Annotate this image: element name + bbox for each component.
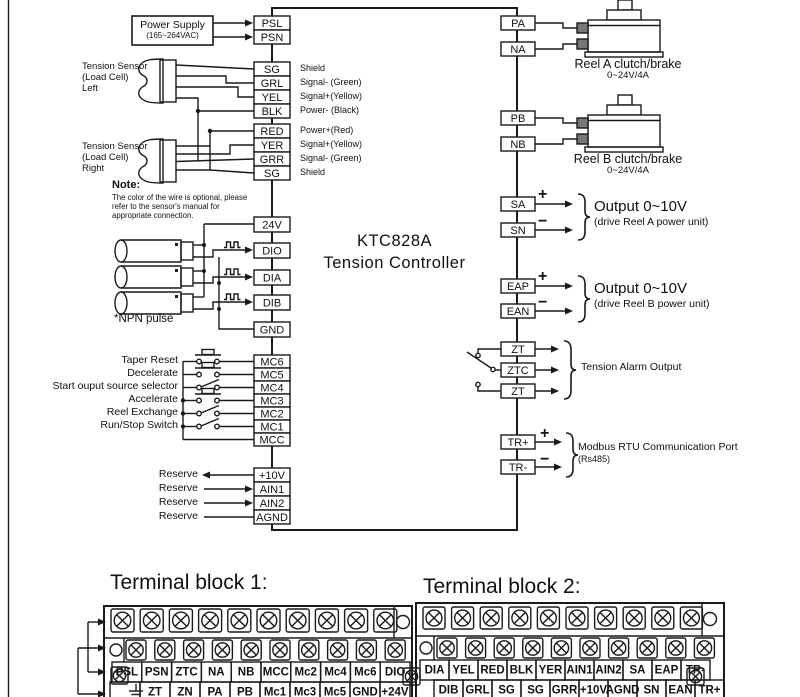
left-terminal-MC2 (254, 407, 290, 420)
left-terminal-DIB (254, 295, 290, 310)
screw-terminal[interactable] (437, 638, 457, 658)
tb1-bottom-cell-GND (350, 682, 380, 697)
reel-b-rating: 0~24V/4A (607, 165, 649, 176)
screw-terminal[interactable] (212, 640, 232, 660)
switch-symbol-0[interactable] (183, 350, 254, 364)
output-a-minus-sign: − (538, 213, 548, 230)
switch-label-start-output: Start ouput source selector (52, 380, 178, 392)
terminal-block-1-labels (110, 662, 410, 697)
controller-name: Tension Controller (323, 254, 466, 272)
reserve-label-1: Reserve (158, 468, 198, 480)
left-terminal-RED (254, 124, 290, 138)
screw-terminal[interactable] (423, 607, 445, 629)
switch-label-run-stop: Run/Stop Switch (100, 419, 178, 431)
note-line-1: The color of the wire is optional, please (112, 193, 248, 202)
switch-label-reel-exchange: Reel Exchange (106, 406, 178, 418)
screw-terminal[interactable] (345, 609, 368, 632)
svg-text:EAN: EAN (668, 684, 693, 697)
svg-text:TR+: TR+ (507, 436, 529, 449)
svg-text:SG: SG (527, 684, 544, 697)
reserve-label-4: Reserve (158, 510, 198, 522)
wire-label-shield-1: Shield (300, 63, 326, 73)
sensor-right-label-2: (Load Cell) (82, 152, 129, 163)
tb2-top-cell-BLK (507, 660, 536, 680)
svg-text:YEL: YEL (261, 91, 283, 104)
controller-model: KTC828A (356, 232, 433, 250)
screw-terminal[interactable] (155, 640, 175, 660)
left-terminal-SG (254, 62, 290, 76)
svg-text:PSL: PSL (115, 666, 139, 679)
screw-terminal[interactable] (623, 607, 645, 629)
tb1-top-cell-Mc4 (321, 662, 351, 682)
screw-terminal[interactable] (286, 609, 309, 632)
svg-text:Mc3: Mc3 (293, 686, 317, 697)
reserve-label-3: Reserve (158, 496, 198, 508)
right-terminal-PA (501, 16, 535, 30)
switch-symbol-3[interactable] (183, 389, 254, 403)
output-b-minus-sign: − (538, 294, 548, 311)
wire-label-power-plus: Power+(Red) (300, 125, 354, 135)
svg-text:PSN: PSN (144, 666, 169, 679)
tb2-top-cell-DIA (420, 660, 449, 680)
right-terminal-SA (501, 197, 535, 211)
tb1-top-cell-Mc6 (350, 662, 380, 682)
screw-terminal[interactable] (228, 609, 251, 632)
right-terminal-EAN (501, 304, 535, 318)
screw-terminal[interactable] (257, 609, 280, 632)
alarm-output-label: Tension Alarm Output (581, 361, 682, 373)
screw-terminal[interactable] (356, 640, 376, 660)
svg-text:Mc6: Mc6 (354, 666, 377, 679)
svg-text:RED: RED (480, 664, 505, 677)
svg-text:+10V: +10V (579, 684, 608, 697)
tb1-top-cell-MCC (261, 662, 291, 682)
output-a-title: Output 0~10V (594, 198, 687, 215)
sensor-left-label-1: Tension Sensor (82, 61, 148, 72)
earth-ground-icon (129, 684, 143, 697)
left-terminal-24V (254, 217, 290, 232)
wire-label-signal-plus-2: Signal+(Yellow) (300, 139, 362, 149)
screw-terminal[interactable] (551, 638, 571, 658)
svg-text:SN: SN (510, 224, 526, 237)
svg-text:SA: SA (629, 664, 646, 677)
tb2-bottom-cell-AGND (606, 680, 640, 697)
pulse-roller-3 (115, 292, 193, 314)
right-terminal-ZT (501, 342, 535, 356)
tb1-top-cell-ZTC (172, 662, 202, 682)
right-terminal-TR- (501, 460, 535, 474)
tb2-top-cell-EAP (652, 660, 681, 680)
reserve-label-2: Reserve (158, 482, 198, 494)
svg-text:AGND: AGND (605, 684, 640, 697)
switch-label-accelerate: Accelerate (128, 393, 178, 405)
svg-text:NA: NA (207, 666, 225, 679)
wire-label-signal-plus-1: Signal+(Yellow) (300, 91, 362, 101)
svg-text:MC5: MC5 (260, 369, 284, 382)
wire-label-shield-2: Shield (300, 167, 326, 177)
tb2-bottom-cell-TR+ (695, 680, 724, 697)
screw-terminal[interactable] (595, 607, 617, 629)
screw-terminal[interactable] (652, 607, 674, 629)
reel-a-rating: 0~24V/4A (607, 70, 649, 81)
svg-text:MCC: MCC (259, 434, 285, 447)
svg-text:EAN: EAN (506, 305, 530, 318)
svg-text:AIN1: AIN1 (566, 664, 593, 677)
modbus-plus-sign: + (540, 425, 550, 442)
left-terminal-AIN2 (254, 496, 290, 510)
left-terminal-MC3 (254, 394, 290, 407)
pulse-roller-1 (115, 240, 193, 262)
svg-text:EAP: EAP (506, 280, 530, 293)
tb1-top-cell-Mc2 (291, 662, 321, 682)
svg-text:TR-: TR- (508, 461, 528, 474)
switch-symbol-5[interactable] (183, 419, 254, 429)
note-title: Note: (112, 179, 141, 191)
svg-text:ZN: ZN (177, 686, 193, 697)
tb1-bottom-cell-Mc1 (260, 682, 290, 697)
screw-terminal[interactable] (694, 638, 714, 658)
svg-text:MCC: MCC (262, 666, 290, 679)
svg-text:Mc5: Mc5 (323, 686, 347, 697)
sensor-right-label-3: Right (82, 163, 105, 174)
sensor-left-label-3: Left (82, 83, 98, 94)
svg-text:GRR: GRR (259, 153, 285, 166)
left-terminal-BLK (254, 104, 290, 118)
left-terminal-MC5 (254, 368, 290, 381)
svg-text:ZTC: ZTC (507, 364, 529, 377)
svg-text:PSL: PSL (261, 17, 283, 30)
power-supply-rating: (165~264VAC) (146, 31, 199, 40)
npn-pulse-label: *NPN pulse (114, 313, 174, 325)
left-terminal-YEL (254, 90, 290, 104)
tb1-bottom-cell-Mc3 (290, 682, 320, 697)
wire-label-power-minus: Power- (Black) (300, 105, 360, 115)
reel-a-device (535, 0, 663, 57)
right-terminal-ZTC (501, 363, 535, 377)
svg-text:ZT: ZT (147, 686, 163, 697)
switch-label-taper-reset: Taper Reset (121, 354, 178, 366)
screw-terminal[interactable] (270, 640, 290, 660)
reel-b-device (535, 95, 663, 152)
screw-terminal[interactable] (523, 638, 543, 658)
tb1-top-cell-NA (201, 662, 231, 682)
reserve-lines (202, 472, 254, 518)
screw-terminal[interactable] (315, 609, 338, 632)
left-terminal-MCC (254, 433, 290, 446)
svg-text:Mc2: Mc2 (294, 666, 317, 679)
tb1-top-cell-NB (231, 662, 261, 682)
svg-text:GND: GND (352, 686, 378, 697)
left-terminal-GND (254, 322, 290, 337)
svg-text:GRL: GRL (465, 684, 490, 697)
tb2-bottom-cell-GRL (463, 680, 492, 697)
svg-text:PB: PB (510, 112, 526, 125)
svg-text:DIO: DIO (262, 245, 282, 258)
svg-text:PB: PB (237, 686, 253, 697)
output-b-plus-sign: + (538, 268, 548, 285)
terminal-block-1-title: Terminal block 1: (110, 571, 268, 594)
left-terminal-MC1 (254, 420, 290, 433)
svg-text:PA: PA (511, 17, 525, 30)
note-line-2: refer to the sensor's manual for (112, 202, 220, 211)
output-a-subtitle: (drive Reel A power unit) (594, 216, 709, 228)
screw-terminal[interactable] (637, 638, 657, 658)
svg-text:MC2: MC2 (260, 408, 284, 421)
svg-text:AIN1: AIN1 (259, 483, 285, 496)
screw-terminal[interactable] (385, 640, 405, 660)
screw-terminal[interactable] (494, 638, 514, 658)
output-b-title: Output 0~10V (594, 280, 687, 297)
tb2-bottom-cell-EAN (666, 680, 695, 697)
svg-text:DIB: DIB (262, 297, 282, 310)
svg-text:GRR: GRR (551, 684, 578, 697)
wire-label-signal-minus-1: Signal- (Green) (300, 77, 362, 87)
screw-terminal[interactable] (566, 607, 588, 629)
svg-text:PSN: PSN (260, 31, 284, 44)
tb2-bottom-cell-SN (637, 680, 666, 697)
tb2-bottom-cell-SG (521, 680, 550, 697)
svg-text:NB: NB (237, 666, 255, 679)
tb2-top-cell-YER (536, 660, 565, 680)
screw-terminal[interactable] (537, 607, 559, 629)
left-terminal-SG (254, 166, 290, 180)
svg-text:SA: SA (510, 198, 526, 211)
left-terminal-GRL (254, 76, 290, 90)
svg-text:YEL: YEL (452, 664, 475, 677)
svg-text:DIA: DIA (424, 664, 445, 677)
screw-terminal[interactable] (509, 607, 531, 629)
svg-text:YER: YER (260, 139, 284, 152)
svg-text:DIO: DIO (384, 666, 406, 679)
svg-text:BLK: BLK (509, 664, 534, 677)
screw-terminal[interactable] (680, 607, 702, 629)
tb1-top-cell-PSN (142, 662, 172, 682)
svg-text:AGND: AGND (256, 511, 288, 524)
svg-text:MC4: MC4 (260, 382, 284, 395)
screw-terminal[interactable] (328, 640, 348, 660)
svg-text:Mc1: Mc1 (263, 686, 287, 697)
tb2-top-cell-AIN1 (565, 660, 594, 680)
right-terminal-TR+ (501, 435, 535, 449)
sensor-right-label-1: Tension Sensor (82, 141, 148, 152)
tb1-bottom-cell-PA (200, 682, 230, 697)
tb2-top-cell-RED (478, 660, 507, 680)
svg-text:AIN2: AIN2 (259, 497, 285, 510)
tb2-bottom-cell-DIB (434, 680, 463, 697)
right-terminal-NB (501, 137, 535, 151)
screw-terminal[interactable] (609, 638, 629, 658)
left-terminal-PSL (254, 16, 290, 30)
svg-text:NA: NA (510, 43, 526, 56)
svg-text:EAP: EAP (654, 664, 679, 677)
svg-text:Mc4: Mc4 (324, 666, 347, 679)
output-b-subtitle: (drive Reel B power unit) (594, 298, 710, 310)
pulse-wires (193, 224, 254, 329)
svg-text:24V: 24V (262, 219, 282, 232)
modbus-minus-sign: − (540, 451, 550, 468)
terminal-block-1-screws (111, 609, 405, 660)
right-terminal-EAP (501, 279, 535, 293)
svg-text:AIN2: AIN2 (595, 664, 622, 677)
svg-text:SG: SG (264, 167, 280, 180)
right-terminal-NA (501, 42, 535, 56)
svg-text:SG: SG (264, 63, 280, 76)
screw-terminal[interactable] (580, 638, 600, 658)
screw-terminal[interactable] (666, 638, 686, 658)
reel-b-title: Reel B clutch/brake (573, 152, 683, 166)
tb2-bottom-cell-GRR (550, 680, 579, 697)
left-terminal-YER (254, 138, 290, 152)
svg-text:SG: SG (498, 684, 515, 697)
screw-terminal[interactable] (299, 640, 319, 660)
svg-text:GRL: GRL (260, 77, 284, 90)
screw-terminal[interactable] (140, 609, 163, 632)
tb1-bottom-cell-+24V (380, 682, 410, 697)
sensor-wires (176, 65, 254, 173)
svg-text:NB: NB (510, 138, 526, 151)
svg-text:RED: RED (260, 125, 284, 138)
left-terminal-MC4 (254, 381, 290, 394)
svg-text:DIA: DIA (262, 272, 282, 285)
svg-text:DIB: DIB (438, 684, 459, 697)
tb1-bottom-cell-Mc5 (320, 682, 350, 697)
svg-text:TR-: TR- (685, 664, 706, 677)
svg-text:MC1: MC1 (260, 421, 284, 434)
left-terminal-AGND (254, 510, 290, 524)
left-terminal-PSN (254, 30, 290, 44)
svg-text:YER: YER (538, 664, 563, 677)
svg-text:MC6: MC6 (260, 356, 284, 369)
sensor-left-label-2: (Load Cell) (82, 72, 129, 83)
switch-symbol-2[interactable] (183, 380, 254, 390)
left-terminal-MC6 (254, 355, 290, 368)
tb2-top-cell-YEL (449, 660, 478, 680)
modbus-title: Modbus RTU Communication Port (578, 441, 738, 453)
tb1-bottom-cell-ZN (170, 682, 200, 697)
terminal-block-2-labels (420, 660, 724, 697)
terminal-block-2-screws (423, 607, 714, 658)
screw-terminal[interactable] (466, 638, 486, 658)
svg-text:TR+: TR+ (698, 684, 721, 697)
svg-text:+10V: +10V (259, 469, 285, 482)
note-line-3: appropriate connection. (112, 211, 194, 220)
left-terminal-AIN1 (254, 482, 290, 496)
tb2-top-cell-AIN2 (594, 660, 623, 680)
switch-symbol-1[interactable] (183, 363, 254, 377)
switch-label-decelerate: Decelerate (127, 367, 178, 379)
right-terminal-PB (501, 111, 535, 125)
svg-text:BLK: BLK (261, 105, 283, 118)
screw-terminal[interactable] (480, 607, 502, 629)
svg-text:SN: SN (643, 684, 660, 697)
reel-a-title: Reel A clutch/brake (574, 57, 682, 71)
svg-text:MC3: MC3 (260, 395, 284, 408)
terminal-block-2-title: Terminal block 2: (423, 575, 581, 598)
tb2-top-cell-SA (623, 660, 652, 680)
right-terminal-ZT (501, 384, 535, 398)
switch-symbols (183, 350, 254, 429)
left-terminal-+10V (254, 468, 290, 482)
wire-label-signal-minus-2: Signal- (Green) (300, 153, 362, 163)
screw-terminal[interactable] (241, 640, 261, 660)
left-terminal-GRR (254, 152, 290, 166)
screw-terminal[interactable] (126, 640, 146, 660)
output-a-plus-sign: + (538, 186, 548, 203)
screw-terminal[interactable] (452, 607, 474, 629)
tb2-bottom-cell-+10V (579, 680, 608, 697)
screw-terminal[interactable] (199, 609, 222, 632)
svg-text:+24V: +24V (381, 686, 409, 697)
svg-text:ZTC: ZTC (175, 666, 198, 679)
power-supply-title: Power Supply (140, 19, 205, 31)
tb1-bottom-cell-ZT (140, 682, 170, 697)
tb1-bottom-cell-PB (230, 682, 260, 697)
screw-terminal[interactable] (184, 640, 204, 660)
modbus-subtitle: (Rs485) (578, 454, 611, 464)
svg-text:ZT: ZT (511, 385, 525, 398)
screw-terminal[interactable] (169, 609, 192, 632)
tb2-bottom-cell-SG (492, 680, 521, 697)
svg-text:ZT: ZT (511, 343, 525, 356)
screw-terminal[interactable] (111, 609, 134, 632)
pulse-roller-2 (115, 266, 193, 288)
svg-text:PA: PA (207, 686, 223, 697)
svg-text:GND: GND (259, 324, 285, 337)
switch-symbol-4[interactable] (183, 406, 254, 416)
